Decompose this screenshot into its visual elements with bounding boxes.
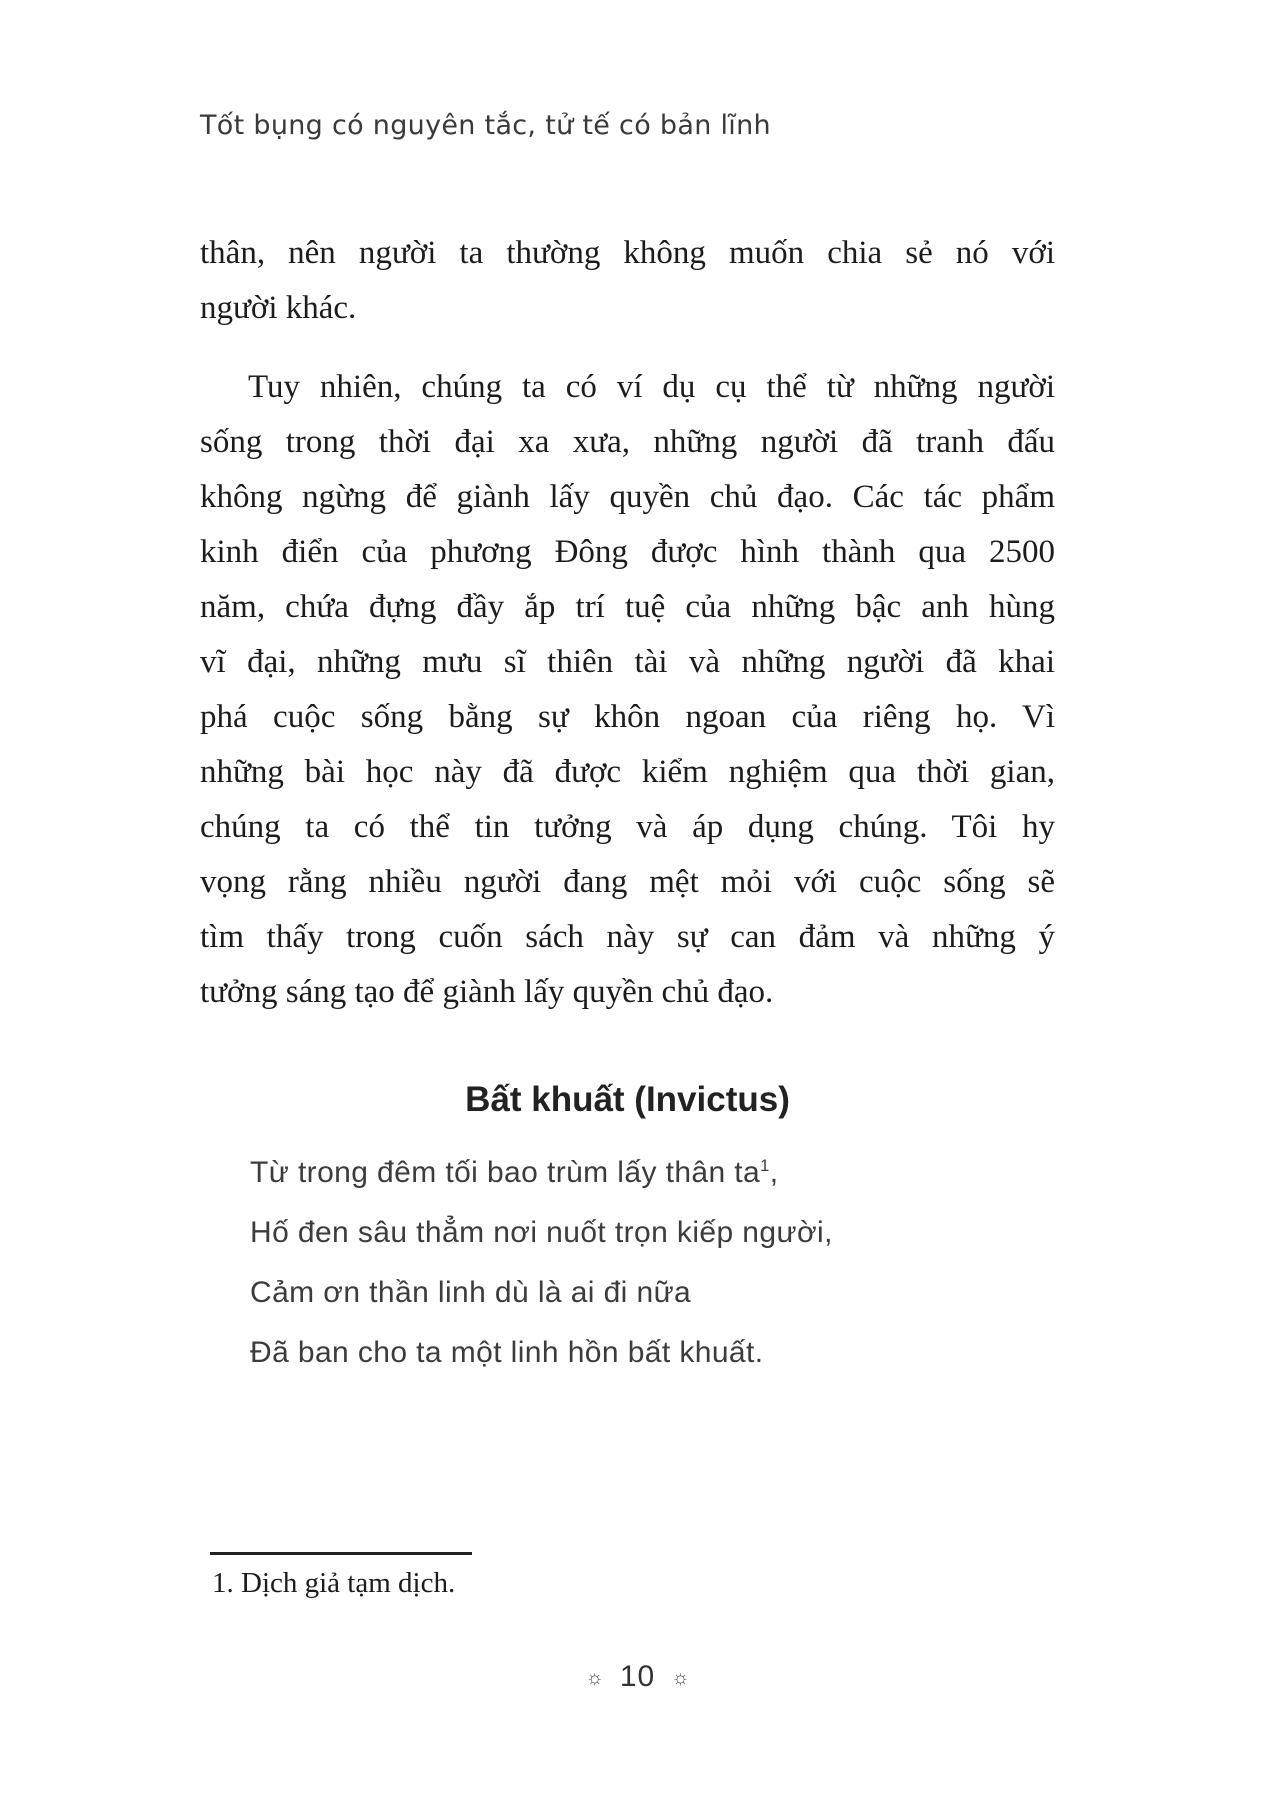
running-header: Tốt bụng có nguyên tắc, tử tế có bản lĩnh [200, 110, 771, 141]
poem-line: Đã ban cho ta một linh hồn bất khuất. [250, 1336, 764, 1369]
text-line: sống trong thời đại xa xưa, những người đã tranh đấu [200, 424, 1055, 460]
text-line: vĩ đại, những mưu sĩ thiên tài và những người đã khai [200, 644, 1055, 680]
text-line: người khác. [200, 290, 357, 326]
text-line: phá cuộc sống bằng sự khôn ngoan của riêng họ. Vì [200, 699, 1055, 735]
paragraph-main [200, 360, 1055, 1020]
sun-ornament-icon: ☼ [585, 1666, 604, 1689]
poem-line: Cảm ơn thần linh dù là ai đi nữa [250, 1276, 692, 1309]
text-line: vọng rằng nhiều người đang mệt mỏi với cuộc sống sẽ [200, 864, 1055, 900]
sun-ornament-icon: ☼ [671, 1666, 690, 1689]
poem-line [250, 1143, 1050, 1203]
text-line: kinh điển của phương Đông được hình thành qua 2500 [200, 534, 1055, 570]
footnote-reference: 1 [760, 1157, 770, 1175]
poem-line-punctuation: , [769, 1156, 779, 1189]
paragraph-continued [200, 226, 1055, 336]
poem-line: Hố đen sâu thẳm nơi nuốt trọn kiếp người, [250, 1216, 833, 1249]
text-line: tìm thấy trong cuốn sách này sự can đảm và những ý [200, 919, 1055, 955]
text-line: năm, chứa đựng đầy ắp trí tuệ của những bậc anh hùng [200, 589, 1055, 625]
text-line: những bài học này đã được kiểm nghiệm qua thời gian, [200, 754, 1055, 790]
text-line: Tuy nhiên, chúng ta có ví dụ cụ thể từ những người [248, 369, 1055, 405]
text-line: thân, nên người ta thường không muốn chia sẻ nó với [200, 235, 1055, 271]
page-number: 10 [619, 1660, 656, 1693]
footnote-divider [210, 1552, 472, 1555]
text-line: tưởng sáng tạo để giành lấy quyền chủ đạo. [200, 974, 774, 1010]
poem [250, 1143, 1050, 1383]
poem-title: Bất khuất (Invictus) [465, 1080, 790, 1119]
poem-line-text: Từ trong đêm tối bao trùm lấy thân ta [250, 1156, 761, 1189]
page-footer [0, 1660, 1275, 1694]
footnote: 1. Dịch giả tạm dịch. [212, 1567, 456, 1599]
text-line: chúng ta có thể tin tưởng và áp dụng chúng. Tôi hy [200, 809, 1055, 845]
text-line: không ngừng để giành lấy quyền chủ đạo. Các tác phẩm [200, 479, 1055, 515]
